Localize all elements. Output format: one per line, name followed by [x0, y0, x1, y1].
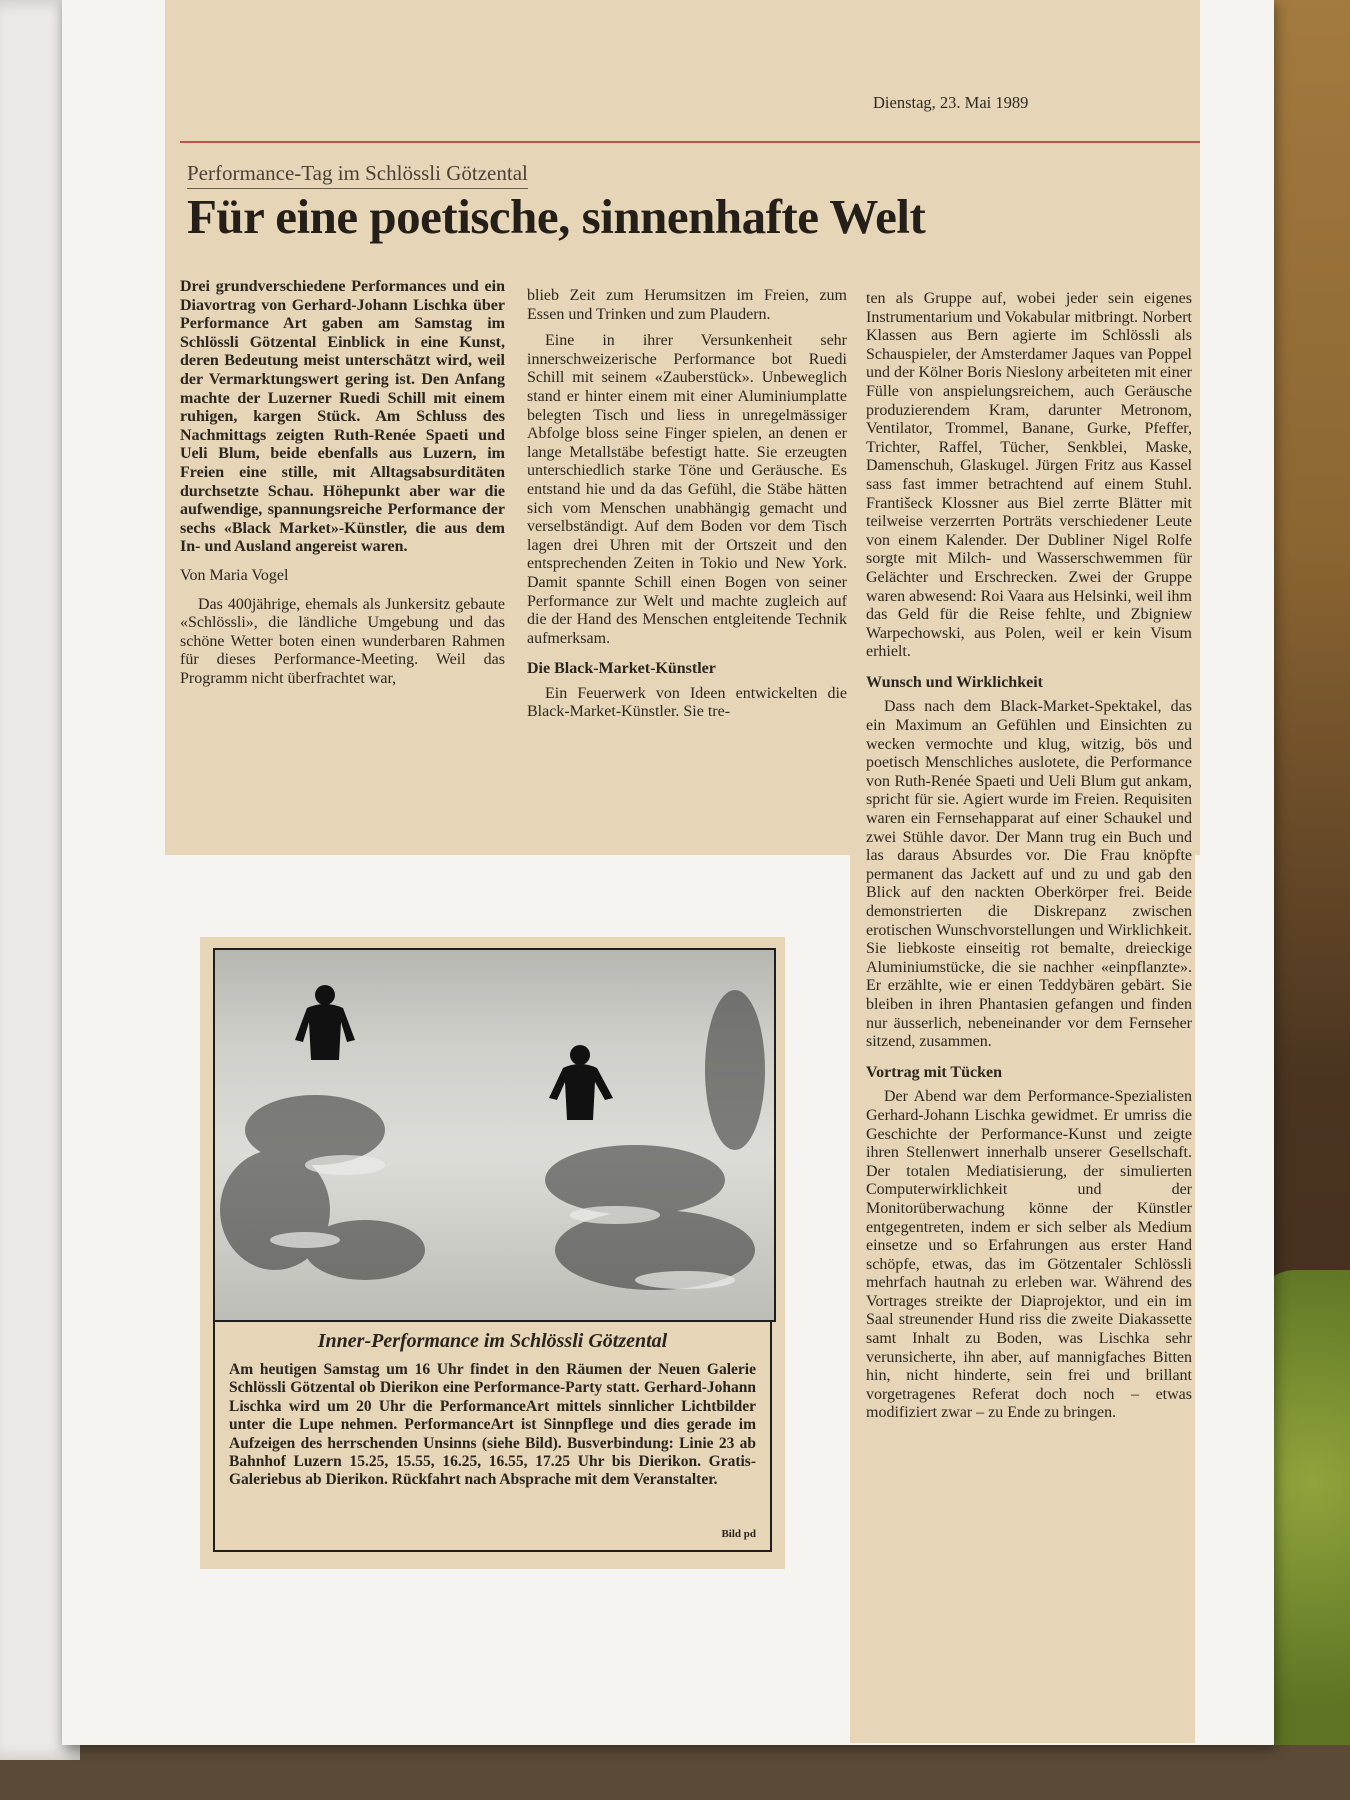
photo-credit: Bild pd [721, 1528, 756, 1540]
article-lead: Drei grundverschiedene Performances und ein Diavortrag von Gerhard-Johann Lischka über Performance Art gaben am Samstag im Schlössli Götzental Einblick in eine Kunst, deren Bedeutung meist unterschätzt wird, weil der Vermarktungswert gering ist. Den Anfang machte der Luzerner Ruedi Schill mit einem ruhigen, kargen Stück. Am Schluss des Nachmittags zeigten Ruth-Renée Spaeti und Ueli Blum, beide ebenfalls aus Luzern, im Freien eine stille, mit Alltagsabsurditäten durchsetzte Schau. Höhepunkt aber war die aufwendige, spannungsreiche Performance der sechs «Black Market»-Künstler, die aus dem In- und Ausland angereist waren. [180, 278, 505, 556]
article-paragraph: Eine in ihrer Versunkenheit sehr innerschweizerische Performance bot Ruedi Schill mit seinem «Zauberstück». Unbeweglich stand er hinter einem mit einer Aluminiumplatte belegten Tisch und liess in unregelmässiger Abfolge bloss seine Finger spielen, an denen er lange Metallstäbe befestigt hatte. Sie erzeugten unterschiedlich starke Töne und Geräusche. Es entstand hie und da das Gefühl, die Stäbe hätten sich vom Menschen unabhängig gemacht und verselbständigt. Auf dem Boden vor dem Tisch lagen drei Uhren mit der Ortszeit und den entsprechenden Zeiten in Tokio und New York. Damit spannte Schill einen Bogen von seiner Performance zur Welt und machte zugleich auf die der Hand des Menschen entgleitende Technik aufmerksam. [527, 332, 847, 647]
article-column-3 [866, 290, 1192, 1423]
article-headline: Für eine poetische, sinnenhafte Welt [187, 189, 926, 244]
article-paragraph: Das 400jährige, ehemals als Junkersitz gebaute «Schlössli», die ländliche Umgebung und das schöne Wetter boten einen wunderbaren Rahmen für dieses Performance-Meeting. Weil das Programm nicht überfrachtet war, [180, 595, 505, 687]
article-kicker: Performance-Tag im Schlössli Götzental [187, 161, 528, 189]
article-paragraph: Ein Feuerwerk von Ideen entwickelten die Black-Market-Künstler. Sie tre- [527, 684, 847, 721]
article-paragraph: Der Abend war dem Performance-Spezialisten Gerhard-Johann Lischka gewidmet. Er umriss die Geschichte der Performance-Kunst und zeigte ihren Stellenwert innerhalb unserer Gesellschaft. Der totalen Mediatisierung, der simulierten Computerwirklichkeit und der Monitorüberwachung könne der Künstler entgegentreten, indem er sich selber als Medium einsetze und so Erfahrungen aus erster Hand schöpfe, etwas, das im Götzentaler Schlössli mehrfach hautnah zu erleben war. Während des Vortrages streikte der Diaprojektor, und ein im Saal streunender Hund riss die zweite Diakassette samt Inhalt zu Boden, was Lischka sehr verunsicherte, ihn aber, auf mannigfaches Bitten hin, nicht hinderte, sein frei und brillant vorgetragenes Referat doch noch – etwas modifiziert zwar – zu Ende zu bringen. [866, 1088, 1192, 1422]
photo-caption-title: Inner-Performance im Schlössli Götzental [317, 1330, 668, 1352]
photo-caption-text: Am heutigen Samstag um 16 Uhr findet in den Räumen der Neuen Galerie Schlössli Götzental ob Dierikon eine Performance-Party statt. Gerhard-Johann Lischka wird um 20 Uhr die PerformanceArt mittels sinnlicher Lichtbilder unter die Lupe nehmen. PerformanceArt ist Sinnpflege und dies gerade im Aufzeigen des herrschenden Unsinns (siehe Bild). Busverbindung: Linie 23 ab Bahnhof Luzern 15.25, 15.55, 16.25, 16.55, 17.25 Uhr bis Dierikon. Gratis-Galeriebus ab Dierikon. Rückfahrt nach Absprache mit dem Veranstalter. [229, 1361, 756, 1489]
article-byline: Von Maria Vogel [180, 566, 289, 584]
newspaper-date: Dienstag, 23. Mai 1989 [873, 93, 1029, 112]
article-column-1 [180, 278, 505, 688]
desk-bottom [0, 1745, 1350, 1800]
article-subhead: Vortrag mit Tücken [866, 1063, 1002, 1081]
article-column-2 [527, 287, 847, 722]
article-paragraph: Dass nach dem Black-Market-Spektakel, das ein Maximum an Gefühlen und Einsichten zu wecken vermochte und klug, witzig, bös und poetisch Menschliches auslotete, die Performance von Ruth-Renée Spaeti und Ueli Blum gut ankam, spricht für sie. Agiert wurde im Freien. Requisiten waren ein Fernsehapparat auf einer Schaukel und zwei Stühle davor. Der Mann trug ein Buch und las daraus Absurdes vor. Die Frau knöpfte permanent das Jackett auf und zu und gab den Blick auf den nackten Oberkörper frei. Beide demonstrierten die Diskrepanz zwischen erotischen Wunschvorstellungen und Wirklichkeit. Sie liebkoste einseitig rot bemalte, dreieckige Aluminiumstücke, die sie nachher «einpflanzte». Er erzählte, wie er einen Teddybären gebärt. Sie bleiben in ihren Phantasien gefangen und finden nur äusserlich, nebeneinander vor dem Fernseher sitzend, zusammen. [866, 698, 1192, 1051]
photo-caption-box [213, 1322, 772, 1552]
article-subhead: Die Black-Market-Künstler [527, 660, 716, 678]
red-rule [180, 141, 1200, 143]
article-paragraph: blieb Zeit zum Herumsitzen im Freien, zum Essen und Trinken und zum Plaudern. [527, 287, 847, 323]
performance-photo [213, 948, 776, 1322]
article-subhead: Wunsch und Wirklichkeit [866, 673, 1043, 691]
article-paragraph: ten als Gruppe auf, wobei jeder sein eigenes Instrumentarium und Vokabular mitbringt. Norbert Klassen aus Bern agierte im Schlössli als Schauspieler, der Amsterdamer Jaques van Poppel und der Kölner Boris Nieslony arbeiteten mit einer Fülle von anspielungsreichem, auch Geräusche produzierendem Kram, darunter Metronom, Ventilator, Trommel, Banane, Gurke, Pfeffer, Trichter, Raffel, Tücher, Senkblei, Maske, Damenschuh, Glaskugel. Jürgen Fritz aus Kassel sass fast immer betrachtend auf einem Stuhl. Františeck Klossner aus Biel zerrte Blätter mit teilweise verzerrten Porträts verschiedener Leute von einem Kalender. Der Dubliner Nigel Rolfe sorgte mit Milch- und Wasserschwemmen für Gelächter und Erschrecken. Zwei der Gruppe waren abwesend: Roi Vaara aus Helsinki, weil ihm das Geld für die Reise fehlte, und Zbigniew Warpechowski, aus Polen, weil er kein Visum erhielt. [866, 290, 1192, 661]
